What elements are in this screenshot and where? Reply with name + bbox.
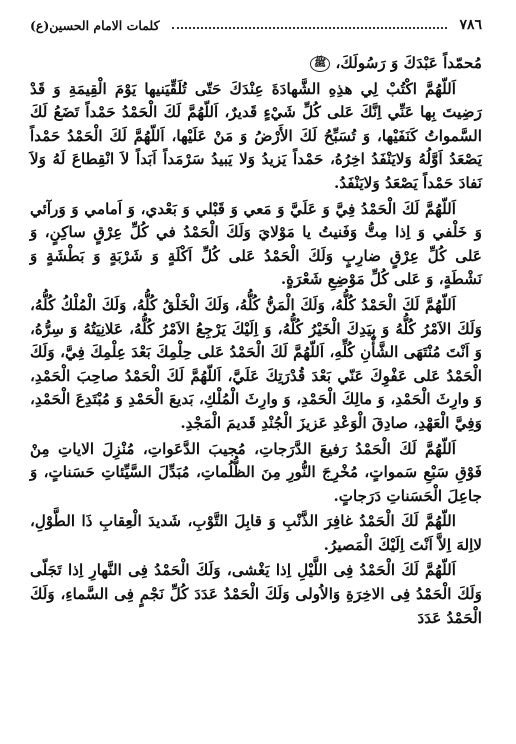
document-body — [30, 52, 482, 630]
paragraph — [30, 438, 482, 509]
paragraph-text: اَللّهُمَّ اكْتُبْ لِي هذِهِ الشَّهادَةَ عِنْدَكَ حَتّى تُلَقِّيَنيها يَوْمَ الْقِيمَةِ وَ قَدْ رَضِيتَ بِها عَنِّي اِنَّكَ عَلى كُلِّ شَيْءٍ قَديرٌ، اَللّهُمَّ لَكَ الْحَمْدُ حَمْداً تَضَعُ لَكَ السَّمواتُ كَنَفَيْها، وَ تُسَبِّحُ لَكَ الأَرْضُ وَ مَنْ عَلَيْها، اَللّهُمَّ لَكَ الْحَمْدُ حَمْداً يَصْعَدُ اَوَّلُهُ وَلايَنْفَدُ اخِرُهُ، حَمْداً يَزيدُ وَلا يَبيدُ سَرْمَداً اَبَداً لاَ انْقِطاعَ لَهُ وَلاَ نَفادَ حَمْداً يَصْعَدُ وَلايَنْفَدُ. — [30, 79, 482, 192]
paragraph — [30, 52, 482, 76]
paragraph-text: اَللّهُمَّ لَكَ الْحَمْدُ فِى اللَّيْلِ اِذا يَغْشى، وَلَكَ الْحَمْدُ فِى النَّهارِ اِذا تَجَلّى وَلَكَ الْحَمْدُ فِى الاخِرَةِ وَالاُولى وَلَكَ الْحَمْدُ عَدَدَ كُلِّ نَجْمٍ فِى السَّماءِ، وَلَكَ الْحَمْدُ عَدَدَ — [30, 561, 482, 627]
paragraph — [30, 559, 482, 630]
paragraph — [30, 294, 482, 436]
paragraph-text: اللّهُمَّ لَكَ الْحَمْدُ غافِرَ الذَّنْبِ وَ قابِلَ التَّوْبِ، شَديدَ الْعِقابِ ذَا الطَّوْلِ، لااِلهَ اِلاَّ اَنْتَ اِلَيْكَ الْمَصيرُ. — [30, 512, 482, 554]
paragraph — [30, 78, 482, 196]
page-number: ٧٨٦ — [459, 17, 482, 33]
paragraph — [30, 510, 482, 557]
paragraph-text: مُحمّداً عَبْدَكَ وَ رَسُولَكَ، — [335, 54, 482, 72]
paragraph-text: اَللّهُمَّ لَكَ الْحَمْدُ فِيَّ وَ عَلَيَّ وَ مَعي وَ قَبْلي وَ بَعْدي، وَ اَمامي وَ وَرآئي وَ خَلْفي وَ اِذا مِتُّ وَفَنيتُ يا مَوْلايَ وَلَكَ الْحَمْدُ في كُلِّ عِرْقٍ ساكِنٍ، وَ عَلى كُلِّ عِرْقٍ ضارِبٍ وَلَكَ الْحَمْدُ عَلى كُلِّ اَكْلَةٍ وَ شَرْبَةٍ وَ بَطْشَةٍ وَ نَشْطَةٍ، وَ عَلى كُلِّ مَوْضِعِ شَعْرَةٍ. — [30, 199, 482, 289]
paragraph-text: اَللّهُمَّ لَكَ الْحَمْدُ كُلُّهُ، وَلَكَ الْمَنُّ كُلُّهُ، وَلَكَ الْخَلْقُ كُلُّهُ، وَلَكَ الْمُلْكُ كُلُّهُ، وَلَكَ الاَمْرُ كُلُّهُ وَ بِيَدِكَ الْخَيْرُ كُلُّهُ، وَ اِلَيْكَ يَرْجِعُ الاَمْرُ كُلُّهُ، عَلانِيَتُهُ وَ سِرُّهُ، وَ اَنْتَ مُنْتَهَى الشَّأْنِ كُلِّهِ، اَللّهُمَّ لَكَ الْحَمْدُ عَلى حِلْمِكَ بَعْدَ عِلْمِكَ فِيَّ، وَلَكَ الْحَمْدُ عَلى عَفْوِكَ عَنّي بَعْدَ قُدْرَتِكَ عَلَيَّ، اَللّهُمَّ لَكَ الْحَمْدُ صاحِبَ الْحَمْدِ، وَ وارِثَ الْحَمْدِ، وَ مالِكَ الْحَمْدِ، وَ وارِثَ الْمُلْكِ، بَديعَ الْحَمْدِ وَ مُبْتَدِعَ الْحَمْدِ، وَفِيَّ الْعَهْدِ، صادِقَ الْوَعْدِ عَزيزَ الْجُنْدِ قَديمَ الْمَجْدِ. — [30, 295, 483, 432]
paragraph — [30, 198, 482, 292]
running-title: كلمات الامام الحسين(ع) — [30, 17, 160, 33]
running-header — [30, 14, 482, 36]
header-dotted-rule — [172, 27, 448, 29]
paragraph-text: اَللّهُمَّ لَكَ الْحَمْدُ رَفيعَ الدَّرَجاتِ، مُجيبَ الدَّعَواتِ، مُنْزِلَ الاياتِ مِنْ فَوْقِ سَبْعِ سَمواتٍ، مُخْرِجَ النُّورِ مِنَ الظُّلُماتِ، مُبَدِّلَ السَّيِّئاتِ حَسَناتٍ، وَ جاعِلَ الْحَسَناتِ دَرَجاتٍ. — [30, 439, 482, 505]
honorific-glyph: ﷺ — [310, 56, 330, 72]
